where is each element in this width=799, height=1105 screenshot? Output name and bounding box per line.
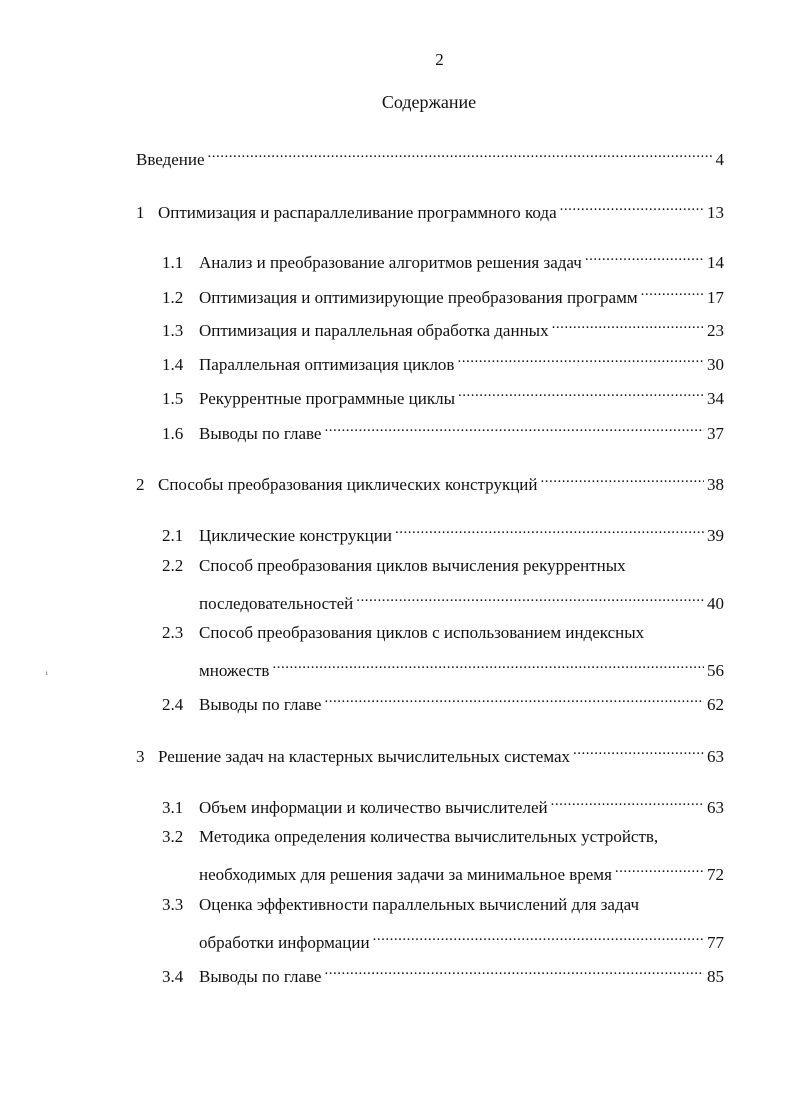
toc-entry-number: 1.1: [162, 253, 184, 272]
toc-entry-text: необходимых для решения задачи за минимальное время: [199, 865, 612, 884]
dot-leader: [641, 283, 704, 303]
toc-page-number: 62: [707, 695, 724, 714]
toc-entry-number: 1.2: [162, 288, 184, 307]
toc-page-number: 63: [707, 798, 724, 817]
dot-leader: [395, 521, 704, 541]
toc-entry-number: 1.5: [162, 389, 184, 408]
dot-leader: [560, 198, 704, 218]
toc-page-number: 39: [707, 526, 724, 545]
scan-artifact-mark: ᵢ: [46, 666, 48, 677]
toc-entry-section-3-3-line2[interactable]: [199, 928, 724, 952]
toc-entry-section-1-6[interactable]: [162, 419, 724, 443]
toc-entry-text: Способ преобразования циклов вычисления рекуррентных: [199, 556, 626, 575]
toc-entry-text: Введение: [136, 150, 205, 169]
toc-page-number: 85: [707, 967, 724, 986]
toc-entry-section-3-3-line1[interactable]: [162, 895, 639, 915]
toc-entry-text: Параллельная оптимизация циклов: [199, 355, 455, 374]
toc-entry-section-3-4[interactable]: [162, 962, 724, 986]
dot-leader: [615, 860, 704, 880]
toc-entry-chapter-2[interactable]: [136, 470, 724, 494]
toc-entry-text: Способы преобразования циклических конструкций: [158, 475, 538, 494]
toc-page-number: 14: [707, 253, 724, 272]
toc-entry-text: Методика определения количества вычислительных устройств,: [199, 827, 659, 846]
toc-page-number: 38: [707, 475, 724, 494]
dot-leader: [585, 248, 704, 268]
toc-entry-number: 3.2: [162, 827, 184, 846]
dot-leader: [552, 316, 704, 336]
toc-entry-text: Оценка эффективности параллельных вычислений для задач: [199, 895, 640, 914]
toc-entry-section-2-4[interactable]: [162, 690, 724, 714]
dot-leader: [573, 742, 704, 762]
toc-entry-section-3-2-line1[interactable]: [162, 827, 658, 847]
toc-entry-text: Объем информации и количество вычислителей: [199, 798, 548, 817]
toc-entry-chapter-3[interactable]: [136, 742, 724, 766]
toc-entry-section-1-4[interactable]: [162, 350, 724, 374]
dot-leader: [458, 384, 704, 404]
toc-entry-number: 3.1: [162, 798, 184, 817]
toc-page-number: 13: [707, 203, 724, 222]
toc-entry-section-3-2-line2[interactable]: [199, 860, 724, 884]
toc-page-number: 63: [707, 747, 724, 766]
toc-page-number: 4: [715, 150, 724, 169]
toc-entry-number: 3: [136, 747, 145, 766]
toc-entry-number: 1.6: [162, 424, 184, 443]
toc-entry-text: Способ преобразования циклов с использованием индексных: [199, 623, 645, 642]
dot-leader: [324, 962, 704, 982]
toc-entry-text: последовательностей: [199, 594, 354, 613]
toc-entry-section-2-2-line1[interactable]: [162, 556, 626, 576]
toc-entry-number: 2.4: [162, 695, 184, 714]
toc-entry-text: обработки информации: [199, 933, 370, 952]
toc-entry-section-1-1[interactable]: [162, 248, 724, 272]
toc-entry-section-2-3-line2[interactable]: [199, 656, 724, 680]
toc-page-number: 56: [707, 661, 724, 680]
toc-page-number: 40: [707, 594, 724, 613]
dot-leader: [208, 145, 713, 165]
toc-page-number: 37: [707, 424, 724, 443]
toc-entry-text: Оптимизация и параллельная обработка данных: [199, 321, 549, 340]
toc-entry-section-3-1[interactable]: [162, 793, 724, 817]
page-number: 2: [435, 50, 444, 69]
toc-entry-number: 1.4: [162, 355, 184, 374]
toc-entry-section-1-2[interactable]: [162, 283, 724, 307]
dot-leader: [324, 690, 704, 710]
toc-entry-text: Решение задач на кластерных вычислительных системах: [158, 747, 571, 766]
toc-entry-number: 1.3: [162, 321, 184, 340]
toc-entry-text: Выводы по главе: [199, 967, 322, 986]
toc-entry-section-1-3[interactable]: [162, 316, 724, 340]
toc-entry-number: 2.3: [162, 623, 184, 642]
toc-page-number: 72: [707, 865, 724, 884]
toc-entry-number: 1: [136, 203, 145, 222]
toc-entry-text: множеств: [199, 661, 270, 680]
toc-title: Содержание: [381, 92, 477, 112]
toc-page-number: 34: [707, 389, 724, 408]
toc-entry-text: Анализ и преобразование алгоритмов решения задач: [199, 253, 582, 272]
toc-entry-number: 3.4: [162, 967, 184, 986]
dot-leader: [356, 589, 704, 609]
dot-leader: [324, 419, 704, 439]
toc-entry-section-2-2-line2[interactable]: [199, 589, 724, 613]
toc-entry-number: 2.2: [162, 556, 184, 575]
toc-page-number: 30: [707, 355, 724, 374]
toc-entry-introduction[interactable]: [136, 145, 724, 169]
toc-entry-section-1-5[interactable]: [162, 384, 724, 408]
toc-page-number: 77: [707, 933, 724, 952]
toc-entry-text: Оптимизация и оптимизирующие преобразования программ: [199, 288, 638, 307]
dot-leader: [551, 793, 704, 813]
dot-leader: [373, 928, 704, 948]
toc-entry-text: Рекуррентные программные циклы: [199, 389, 455, 408]
toc-page-number: 17: [707, 288, 724, 307]
toc-entry-text: Циклические конструкции: [199, 526, 392, 545]
toc-entry-chapter-1[interactable]: [136, 198, 724, 222]
dot-leader: [272, 656, 704, 676]
toc-entry-number: 2: [136, 475, 145, 494]
toc-entry-number: 3.3: [162, 895, 184, 914]
dot-leader: [457, 350, 704, 370]
toc-entry-section-2-1[interactable]: [162, 521, 724, 545]
toc-page-number: 23: [707, 321, 724, 340]
toc-entry-number: 2.1: [162, 526, 184, 545]
dot-leader: [541, 470, 704, 490]
toc-entry-text: Оптимизация и распараллеливание программного кода: [158, 203, 557, 222]
toc-entry-text: Выводы по главе: [199, 424, 322, 443]
toc-entry-section-2-3-line1[interactable]: [162, 623, 644, 643]
toc-entry-text: Выводы по главе: [199, 695, 322, 714]
